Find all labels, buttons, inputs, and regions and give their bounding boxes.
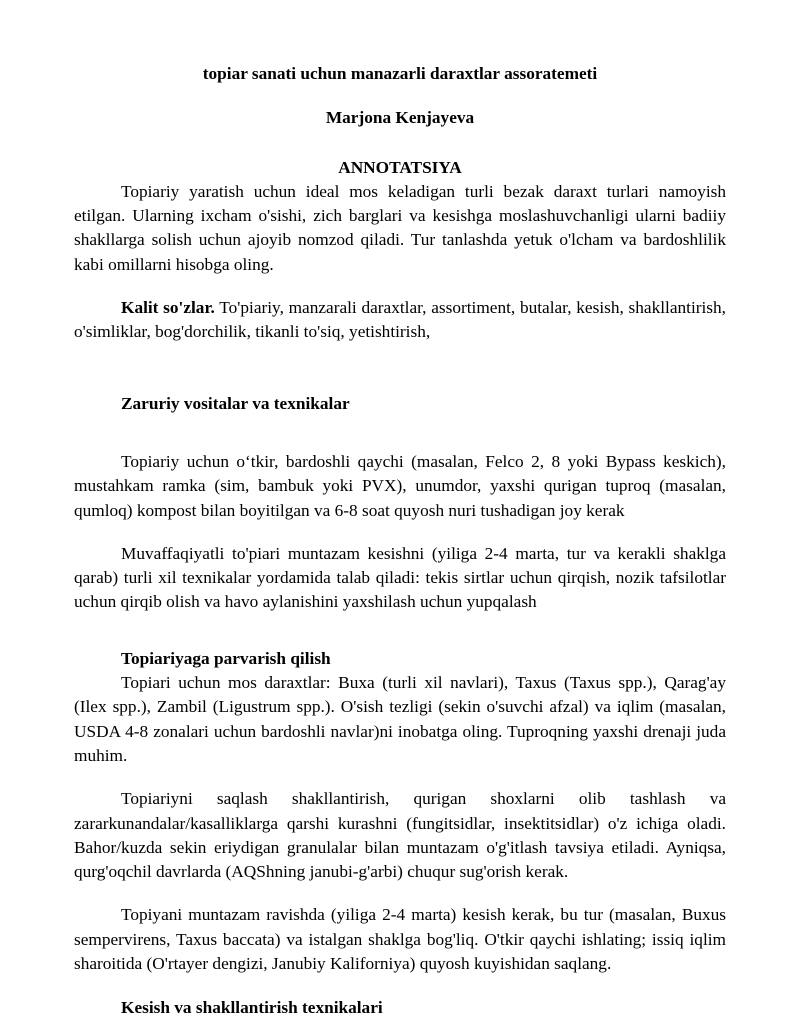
section-heading-pruning: Kesish va shakllantirish texnikalari bbox=[121, 998, 383, 1018]
keywords-paragraph bbox=[74, 296, 726, 345]
abstract-text: Topiariy yaratish uchun ideal mos keladigan turli bezak daraxt turlari namoyish etilgan. Ularning ixcham o'sishi, zich barglari va kesishga moslashuvchanligi ularni badiiy shakllarga solish uchun ajoyib nomzod qiladi. Tur tanlashda yetuk o'lcham va bardoshlilik kabi omillarni hisobga oling. bbox=[74, 181, 726, 274]
section-heading-tools: Zaruriy vositalar va texnikalar bbox=[121, 393, 350, 413]
document-title: topiar sanati uchun manazarli daraxtlar assoratemeti bbox=[202, 64, 598, 83]
keywords-label: Kalit so'zlar. bbox=[121, 298, 215, 318]
author-name: Marjona Kenjayeva bbox=[325, 108, 475, 128]
body-paragraph: Muvaffaqiyatli to'piari muntazam kesishni (yiliga 2-4 marta, tur va kerakli shaklga qarab) turli xil texnikalar yordamida talab qiladi: tekis sirtlar uchun qirqish, nozik tafsilotlar uchun qirqib olish va havo aylanishini yaxshilash uchun yupqalash bbox=[74, 543, 726, 612]
keywords-text: To'piariy, manzarali daraxtlar, assortiment, butalar, kesish, shakllantirish, o'simliklar, bog'dorchilik, tikanli to'siq, yetishtirish, bbox=[74, 298, 726, 342]
abstract-paragraph bbox=[74, 180, 726, 277]
section-heading-care: Topiariyaga parvarish qilish bbox=[121, 648, 331, 668]
body-paragraph: Topiariyni saqlash shakllantirish, qurigan shoxlarni olib tashlash va zararkunandalar/kasalliklarga qarshi kurashni (fungitsidlar, insektitsidlar) o'z ichiga oladi. Bahor/kuzda sekin eriydigan granulalar bilan muntazam o'g'itlash tavsiya etiladi. Ayniqsa, qurg'oqchil davrlarda (AQShning janubi-g'arbi) chuqur sug'orish kerak. bbox=[74, 789, 726, 882]
document-page bbox=[74, 62, 726, 1021]
body-paragraph: Topiariy uchun o‘tkir, bardoshli qaychi (masalan, Felco 2, 8 yoki Bypass keskich), mustahkam ramka (sim, bambuk yoki PVX), unumdor, yaxshi qurigan tuproq (masalan, qumloq) kompost bilan boyitilgan va 6-8 soat quyosh nuri tushadigan joy kerak bbox=[74, 451, 726, 520]
body-paragraph: Topiari uchun mos daraxtlar: Buxa (turli xil navlari), Taxus (Taxus spp.), Qarag'ay (Ilex spp.), Zambil (Ligustrum spp.). O'sish tezligi (sekin o'suvchi afzal) va iqlim (masalan, USDA 4-8 zonalari uchun bardoshli navlar)ni inobatga oling. Tuproqning yaxshi drenaji juda muhim. bbox=[74, 673, 726, 765]
abstract-heading: ANNOTATSIYA bbox=[338, 157, 462, 177]
body-paragraph: Topiyani muntazam ravishda (yiliga 2-4 marta) kesish kerak, bu tur (masalan, Buxus sempervirens, Taxus baccata) va istalgan shaklga bog'liq. O'tkir qaychi ishlating; issiq iqlim sharoitida (O'rtayer dengizi, Janubiy Kaliforniya) quyosh kuyishidan saqlang. bbox=[74, 905, 726, 974]
